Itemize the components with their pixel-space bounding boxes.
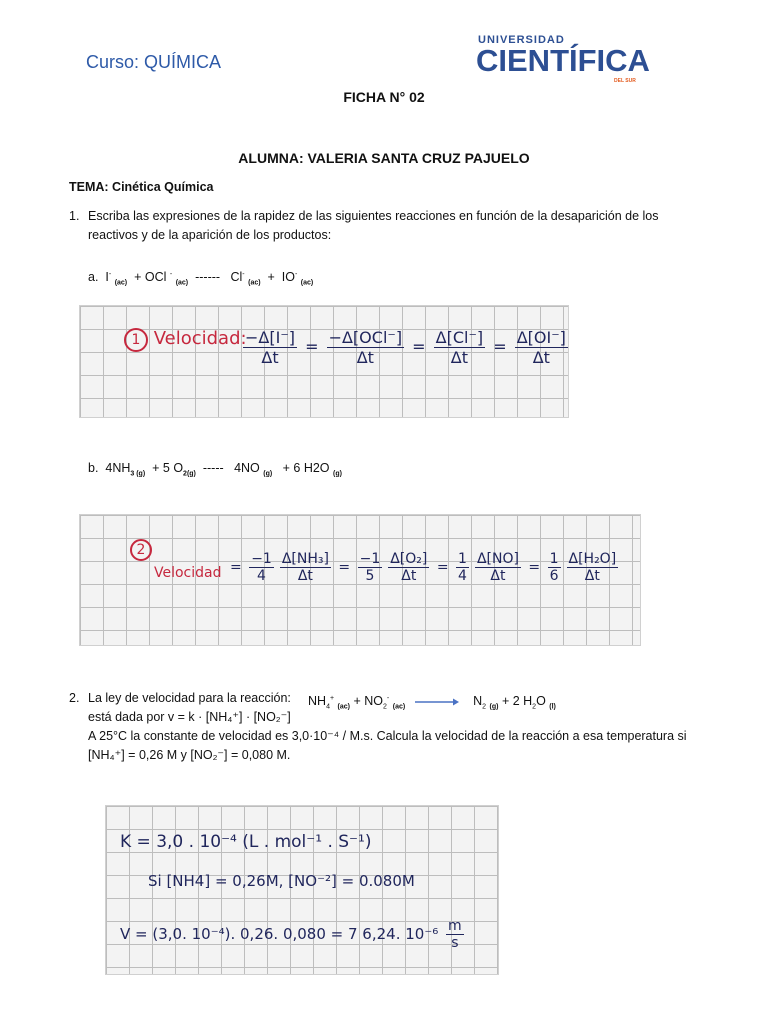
logo-line2: CIENTÍFICA [476, 43, 650, 78]
university-logo [476, 34, 648, 86]
reaction-arrow-icon [413, 697, 459, 707]
ficha-title: FICHA N° 02 [343, 89, 425, 105]
student-name: ALUMNA: VALERIA SANTA CRUZ PAJUELO [238, 150, 530, 166]
hw1-velocity-label: 1 Velocidad: [124, 328, 247, 352]
hw3-line1: K = 3,0 . 10⁻⁴ (L . mol⁻¹ . S⁻¹) [120, 832, 372, 852]
handwritten-answer-2 [79, 514, 641, 646]
hw1-expression: $\frac{-\Delta[I^-]}{\Delta t}$ = $\frac{\text{−Δ[OCl⁻]}}{\Delta t}$ = $\frac{\Delta[Cl^-]}{\Delta t}$ = $\frac{\Delta[OI^-]}{\Delta t}$ [245, 328, 566, 367]
handwritten-answer-1 [79, 305, 569, 418]
hw2-velocity-label: Velocidad [154, 565, 222, 581]
logo-line1: UNIVERSIDAD [478, 34, 565, 46]
q2-line2: está dada por v = k · [NH₄⁺] · [NO₂⁻] [88, 710, 291, 724]
q1-text-line1: Escriba las expresiones de la rapidez de las siguientes reacciones en función de la desaparición de los [88, 209, 659, 223]
course-title: Curso: QUÍMICA [86, 52, 222, 72]
hw2-circle: 2 [130, 539, 152, 561]
q2-reaction: $NH_4^+$ $_{(ac)} + NO_2^-$ $_{(ac)}$ $N_2$ $_{(g)}$ + 2 $H_2O$ $_{(l)}$ [308, 694, 556, 711]
hw2-expression: = $\frac{-1}{4}$ $\frac{\text{Δ[NH₃]}}{\Delta t}$ = $\frac{-1}{5}$ $\frac{\text{Δ[O₂]}}{\Delta t}$ = $\frac{1}{4}$ $\frac{\Delta[NO]}{\Delta t}$ = $\frac{1}{6}$ $\frac{\text{Δ[H₂O]}}{\Delta t}$ [230, 551, 617, 584]
q2-line1-prefix: La ley de velocidad para la reacción: [88, 691, 291, 705]
handwritten-answer-3 [105, 805, 499, 975]
hw3-line3: V = (3,0. 10⁻⁴). 0,26. 0,080 = 7 6,24. 10⁻⁶ $\frac{m}{s}$ [120, 918, 462, 951]
q1-text-line2: reactivos y de la aparición de los productos: [88, 228, 332, 242]
q1-b-reaction: b. $4NH_{3 (g)} + 5$ $O_{2(g)}$ ----- 4NO $_{(g)}$ + 6 H2O $_{(g)}$ [88, 461, 342, 478]
hw3-line2: Si [NH4] = 0,26M, [NO⁻²] = 0.080M [148, 872, 415, 890]
q2-number: 2. [69, 691, 80, 705]
logo-line3: DEL SUR [614, 78, 636, 84]
q2-line3: A 25°C la constante de velocidad es 3,0·10⁻⁴ / M.s. Calcula la velocidad de la reacción a esa temperatura si [88, 729, 687, 743]
topic-title: TEMA: Cinética Química [69, 180, 214, 194]
q2-line4: [NH₄⁺] = 0,26 M y [NO₂⁻] = 0,080 M. [88, 748, 291, 762]
q1-number: 1. [69, 209, 80, 223]
q1-a-reaction: a. I- $_{(ac)}$ + OCl - $_{(ac)}$ ------ Cl- $_{(ac)}$ + IO- $_{(ac)}$ [88, 270, 314, 287]
